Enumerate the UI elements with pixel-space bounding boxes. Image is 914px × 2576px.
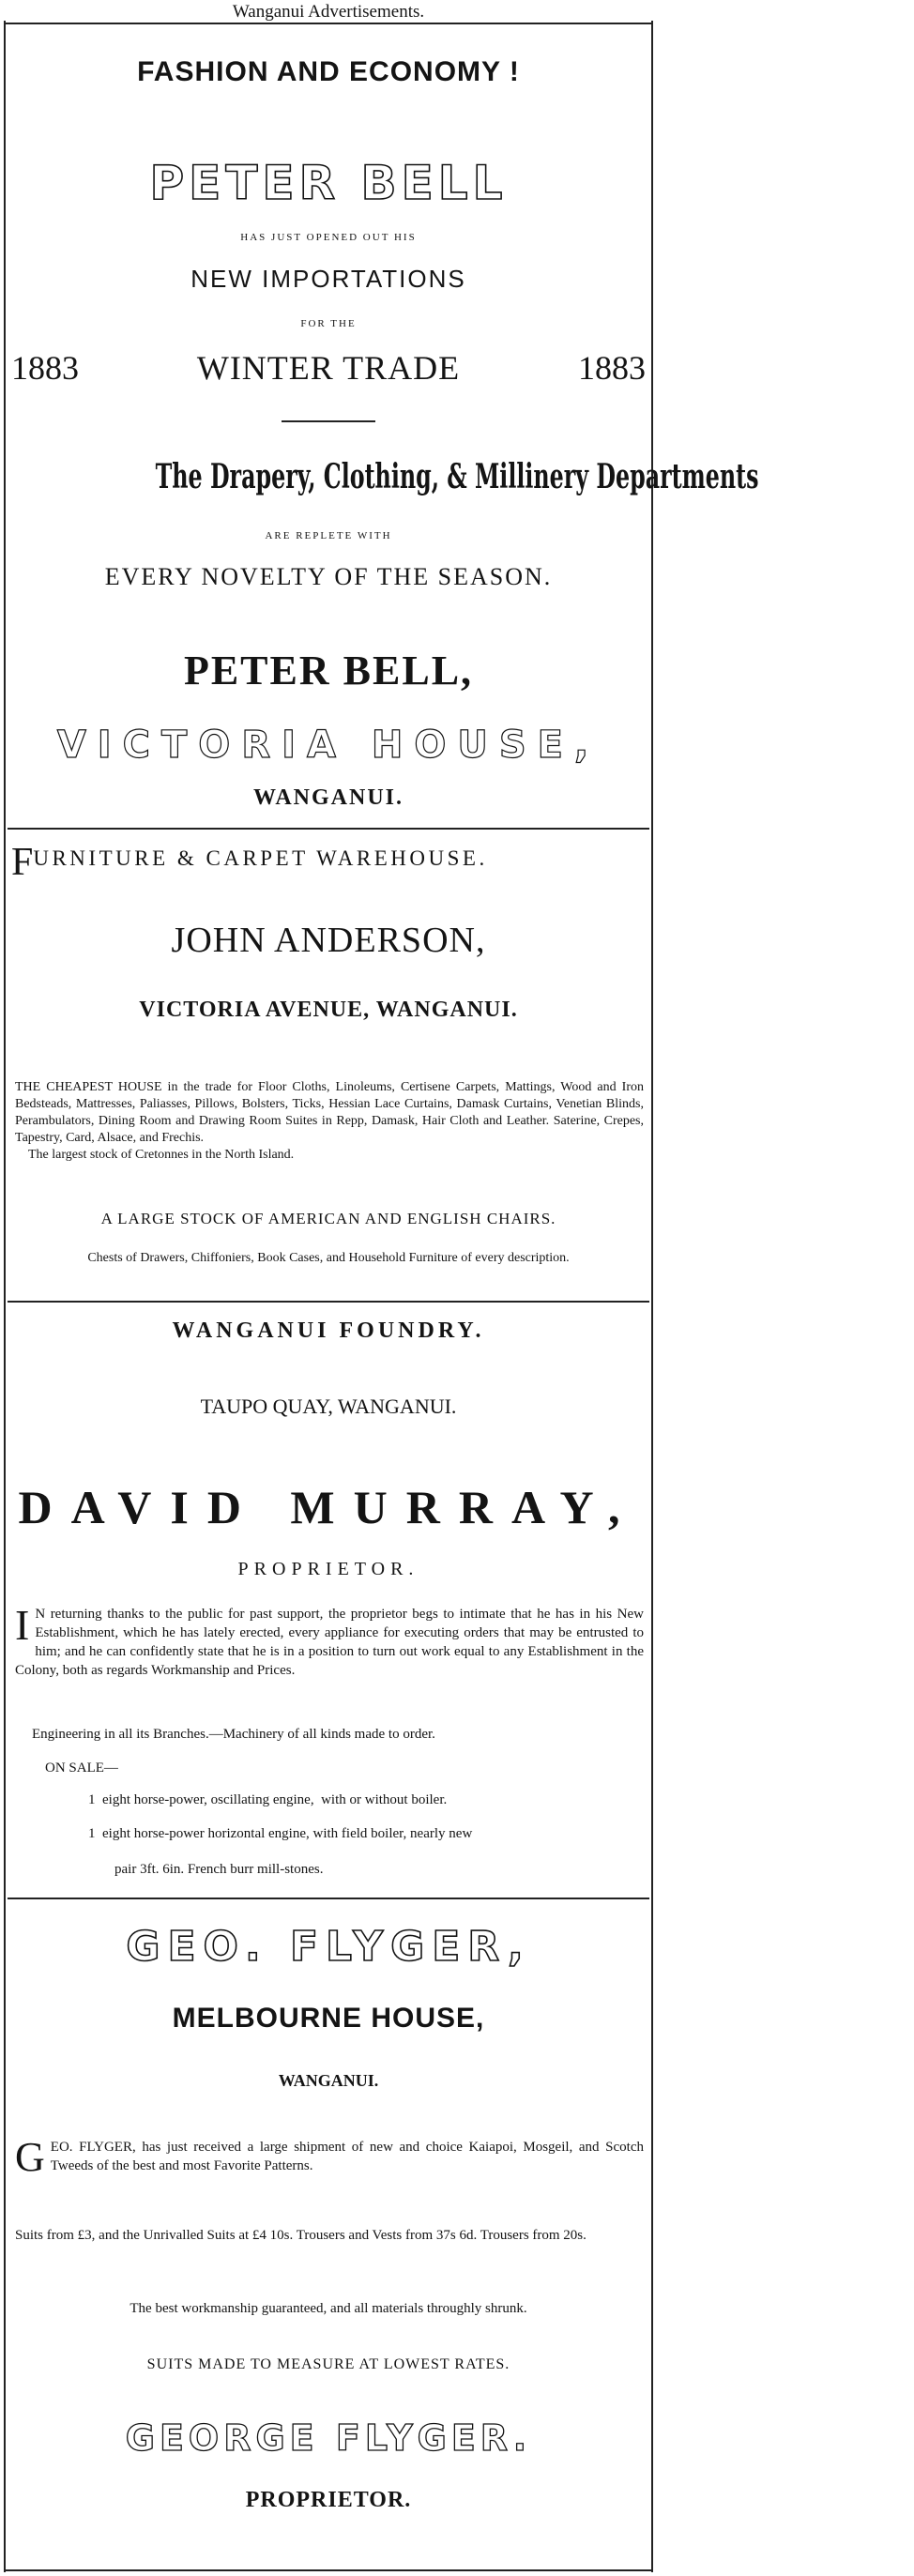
ad-divider-1 — [8, 828, 649, 830]
ad4-workmanship: The best workmanship guaranteed, and all materials throughly shrunk. — [129, 2301, 527, 2316]
bottom-rule — [4, 2569, 653, 2571]
ad1-replete: ARE REPLETE WITH — [265, 530, 392, 541]
ad3-dropcap: I — [15, 1601, 30, 1649]
ad1-novelty: EVERY NOVELTY OF THE SEASON. — [104, 563, 553, 590]
ad2-address: VICTORIA AVENUE, WANGANUI. — [139, 998, 518, 1022]
header-rule — [4, 23, 653, 24]
ad1-year-right: 1883 — [578, 349, 646, 387]
ad-divider-2 — [8, 1301, 649, 1303]
ad1-house: VICTORIA HOUSE, — [56, 724, 601, 767]
ad1-for-the: FOR THE — [300, 318, 357, 329]
ad3-role: PROPRIETOR. — [237, 1559, 419, 1579]
ad4-role: PROPRIETOR. — [245, 2488, 412, 2512]
ad3-address: TAUPO QUAY, WANGANUI. — [200, 1395, 457, 1418]
page-header: Wanganui Advertisements. — [232, 2, 425, 22]
ad3-name: DAVID MURRAY, — [18, 1481, 639, 1533]
ad4-signature: GEORGE FLYGER. — [125, 2417, 532, 2459]
ad1-season: WINTER TRADE — [196, 349, 461, 387]
ad1-town: WANGANUI. — [252, 785, 404, 810]
ad2-chairs: A LARGE STOCK OF AMERICAN AND ENGLISH CHAIRS. — [100, 1210, 556, 1227]
ad4-measure: SUITS MADE TO MEASURE AT LOWEST RATES. — [146, 2356, 510, 2372]
ad2-stock-note: The largest stock of Cretonnes in the North Island. — [28, 1148, 295, 1162]
ad1-year-left: 1883 — [11, 349, 79, 387]
ad4-dropcap: G — [15, 2134, 45, 2180]
ad2-title-rest: URNITURE & CARPET WAREHOUSE. — [33, 846, 488, 870]
ad3-item-1: 1 eight horse-power, oscillating engine, with or without boiler. — [88, 1792, 448, 1807]
ad4-house: MELBOURNE HOUSE, — [172, 2003, 485, 2034]
ad2-body: THE CHEAPEST HOUSE in the trade for Floor Cloths, Linoleums, Certisene Carpets, Mattings, Wood and Iron Bedsteads, Mattresses, Paliasses, Pillows, Bolsters, Ticks, Hessian Lace Curtains, Damask Curtains, Venetian Blinds, Perambulators, Dining Room and Drawing Room Suites in Repp, Damask, Hair Cloth and Leather. Saterine, Crepes, Tapestry, Card, Alsace, and Frechis. — [15, 1080, 644, 1145]
ad1-divider — [282, 420, 375, 422]
ad4-body-block — [15, 2134, 644, 2180]
page-frame — [4, 21, 653, 2572]
ad2-name: JOHN ANDERSON, — [171, 921, 486, 960]
ad3-body-block — [15, 1601, 644, 1680]
ad3-on-sale: ON SALE— — [45, 1761, 118, 1776]
ad4-town: WANGANUI. — [278, 2071, 379, 2090]
ad2-furniture: Chests of Drawers, Chiffoniers, Book Cases, and Household Furniture of every description. — [87, 1251, 570, 1265]
ad1-importations: NEW IMPORTATIONS — [190, 265, 466, 293]
ad3-title: WANGANUI FOUNDRY. — [172, 1318, 485, 1343]
ad3-engineering: Engineering in all its Branches.—Machinery of all kinds made to order. — [32, 1727, 435, 1742]
ad-divider-3 — [8, 1898, 649, 1899]
ad4-suits: Suits from £3, and the Unrivalled Suits at £4 10s. Trousers and Vests from 37s 6d. Trousers from 20s. — [15, 2228, 586, 2243]
ad1-merchant: PETER BELL — [149, 156, 508, 210]
ad2-dropcap: F — [11, 841, 34, 884]
ad4-body: EO. FLYGER, has just received a large shipment of new and choice Kaiapoi, Mosgeil, and Scotch Tweeds of the best and most Favorite Patterns. — [50, 2140, 644, 2173]
ad3-item-2b: pair 3ft. 6in. French burr mill-stones. — [114, 1862, 324, 1877]
ad4-name: GEO. FLYGER, — [126, 1923, 531, 1971]
ad1-opened: HAS JUST OPENED OUT HIS — [240, 232, 417, 243]
ad1-headline: FASHION AND ECONOMY ! — [137, 56, 520, 87]
ad1-departments: The Drapery, Clothing, & Millinery Departments — [155, 457, 759, 496]
ad1-sign-name: PETER BELL, — [183, 648, 474, 694]
ad2-title — [11, 841, 488, 884]
ad3-body: N returning thanks to the public for past support, the proprietor begs to intimate that he has in his New Establishment, which he has lately erected, every appliance for executing orders that may be entrusted to him; and he can confidently state that he is in a position to turn out work equal to any Establishment in the Colony, both as regards Workmanship and Prices. — [15, 1607, 644, 1678]
ad3-item-2: 1 eight horse-power horizontal engine, with field boiler, nearly new — [88, 1826, 473, 1841]
